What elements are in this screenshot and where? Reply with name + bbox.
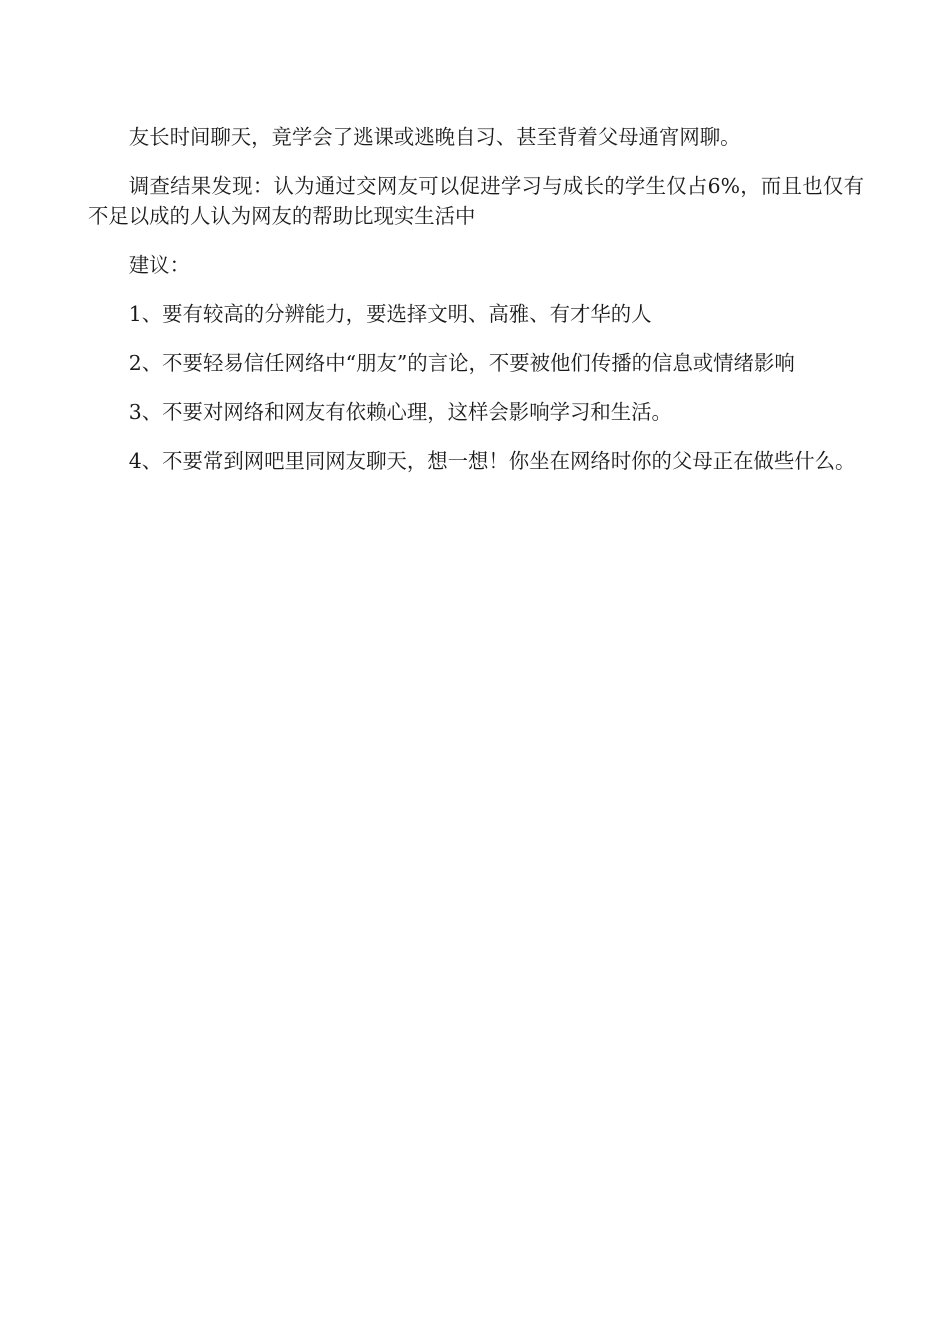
paragraph-2: 调查结果发现：认为通过交网友可以促进学习与成长的学生仅占6%，而且也仅有不足以成的人认为网友的帮助比现实生活中 xyxy=(88,174,864,228)
suggestion-4: 4、不要常到网吧里同网友聊天，想一想！你坐在网络时你的父母正在做些什么。 xyxy=(128,449,856,473)
paragraph-1: 友长时间聊天，竟学会了逃课或逃晚自习、甚至背着父母通宵网聊。 xyxy=(128,125,741,149)
suggestion-2: 2、不要轻易信任网络中“朋友”的言论，不要被他们传播的信息或情绪影响 xyxy=(128,351,795,375)
paragraph-suggestions-heading: 建议： xyxy=(128,253,190,277)
suggestion-1: 1、要有较高的分辨能力，要选择文明、高雅、有才华的人 xyxy=(128,302,652,326)
document-body xyxy=(88,122,864,495)
suggestion-3: 3、不要对网络和网友有依赖心理，这样会影响学习和生活。 xyxy=(128,400,672,424)
